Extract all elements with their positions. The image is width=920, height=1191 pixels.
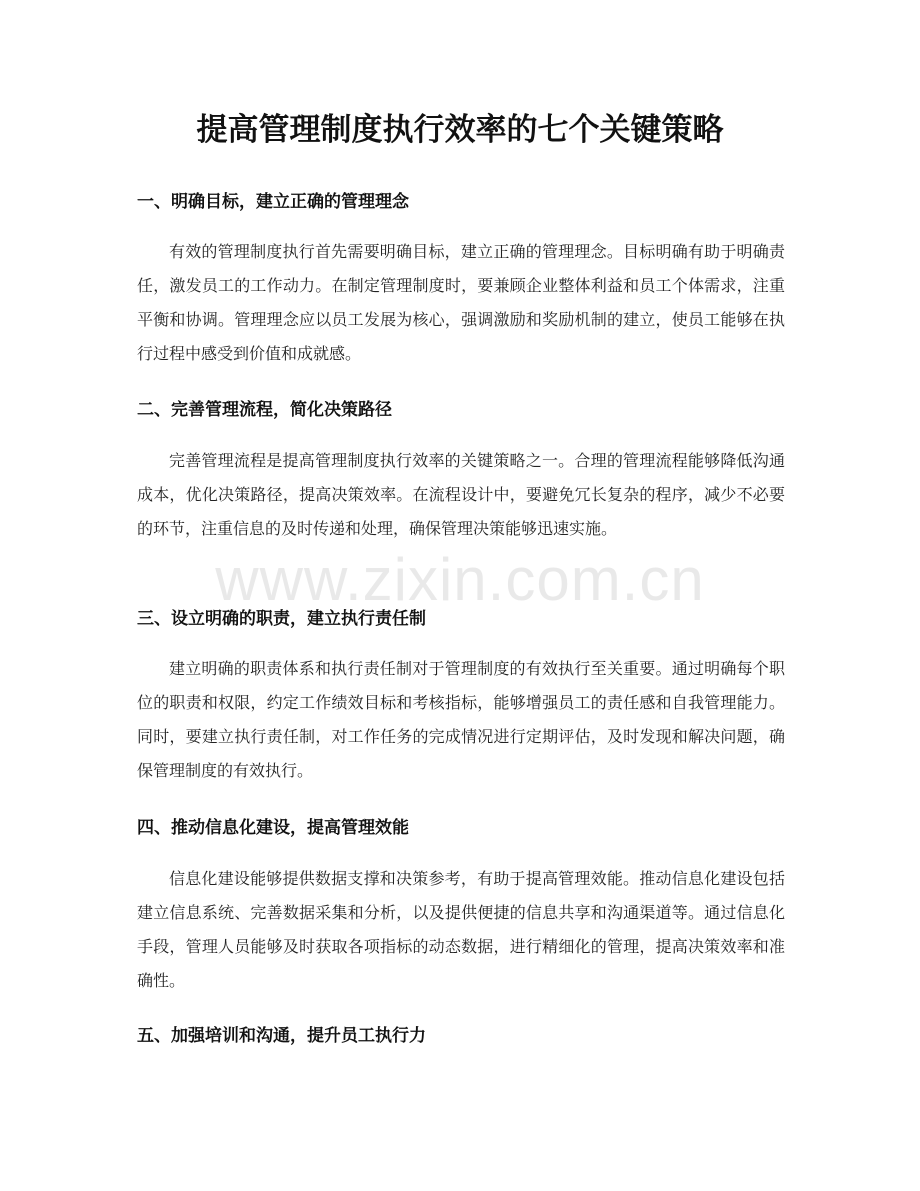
section-3-heading: 三、设立明确的职责，建立执行责任制 xyxy=(137,609,426,629)
section-1-body: 有效的管理制度执行首先需要明确目标，建立正确的管理理念。目标明确有助于明确责任，激发员工的工作动力。在制定管理制度时，要兼顾企业整体利益和员工个体需求，注重平衡和协调。管理理念应以员工发展为核心，强调激励和奖励机制的建立，使员工能够在执行过程中感受到价值和成就感。 xyxy=(137,242,785,363)
section-1-heading: 一、明确目标，建立正确的管理理念 xyxy=(137,192,409,212)
section-2-body: 完善管理流程是提高管理制度执行效率的关键策略之一。合理的管理流程能够降低沟通成本，优化决策路径，提高决策效率。在流程设计中，要避免冗长复杂的程序，减少不必要的环节，注重信息的及时传递和处理，确保管理决策能够迅速实施。 xyxy=(137,451,785,538)
site-watermark: www.zixin.com.cn xyxy=(215,546,705,613)
section-3-body: 建立明确的职责体系和执行责任制对于管理制度的有效执行至关重要。通过明确每个职位的职责和权限，约定工作绩效目标和考核指标，能够增强员工的责任感和自我管理能力。同时，要建立执行责任制，对工作任务的完成情况进行定期评估，及时发现和解决问题，确保管理制度的有效执行。 xyxy=(137,659,785,780)
section-5-heading: 五、加强培训和沟通，提升员工执行力 xyxy=(137,1026,426,1046)
section-2-heading: 二、完善管理流程，简化决策路径 xyxy=(137,400,392,420)
document-title: 提高管理制度执行效率的七个关键策略 xyxy=(196,112,724,148)
section-4-heading: 四、推动信息化建设，提高管理效能 xyxy=(137,818,409,838)
section-4-body: 信息化建设能够提供数据支撑和决策参考，有助于提高管理效能。推动信息化建设包括建立信息系统、完善数据采集和分析，以及提供便捷的信息共享和沟通渠道等。通过信息化手段，管理人员能够及时获取各项指标的动态数据，进行精细化的管理，提高决策效率和准确性。 xyxy=(137,869,785,990)
